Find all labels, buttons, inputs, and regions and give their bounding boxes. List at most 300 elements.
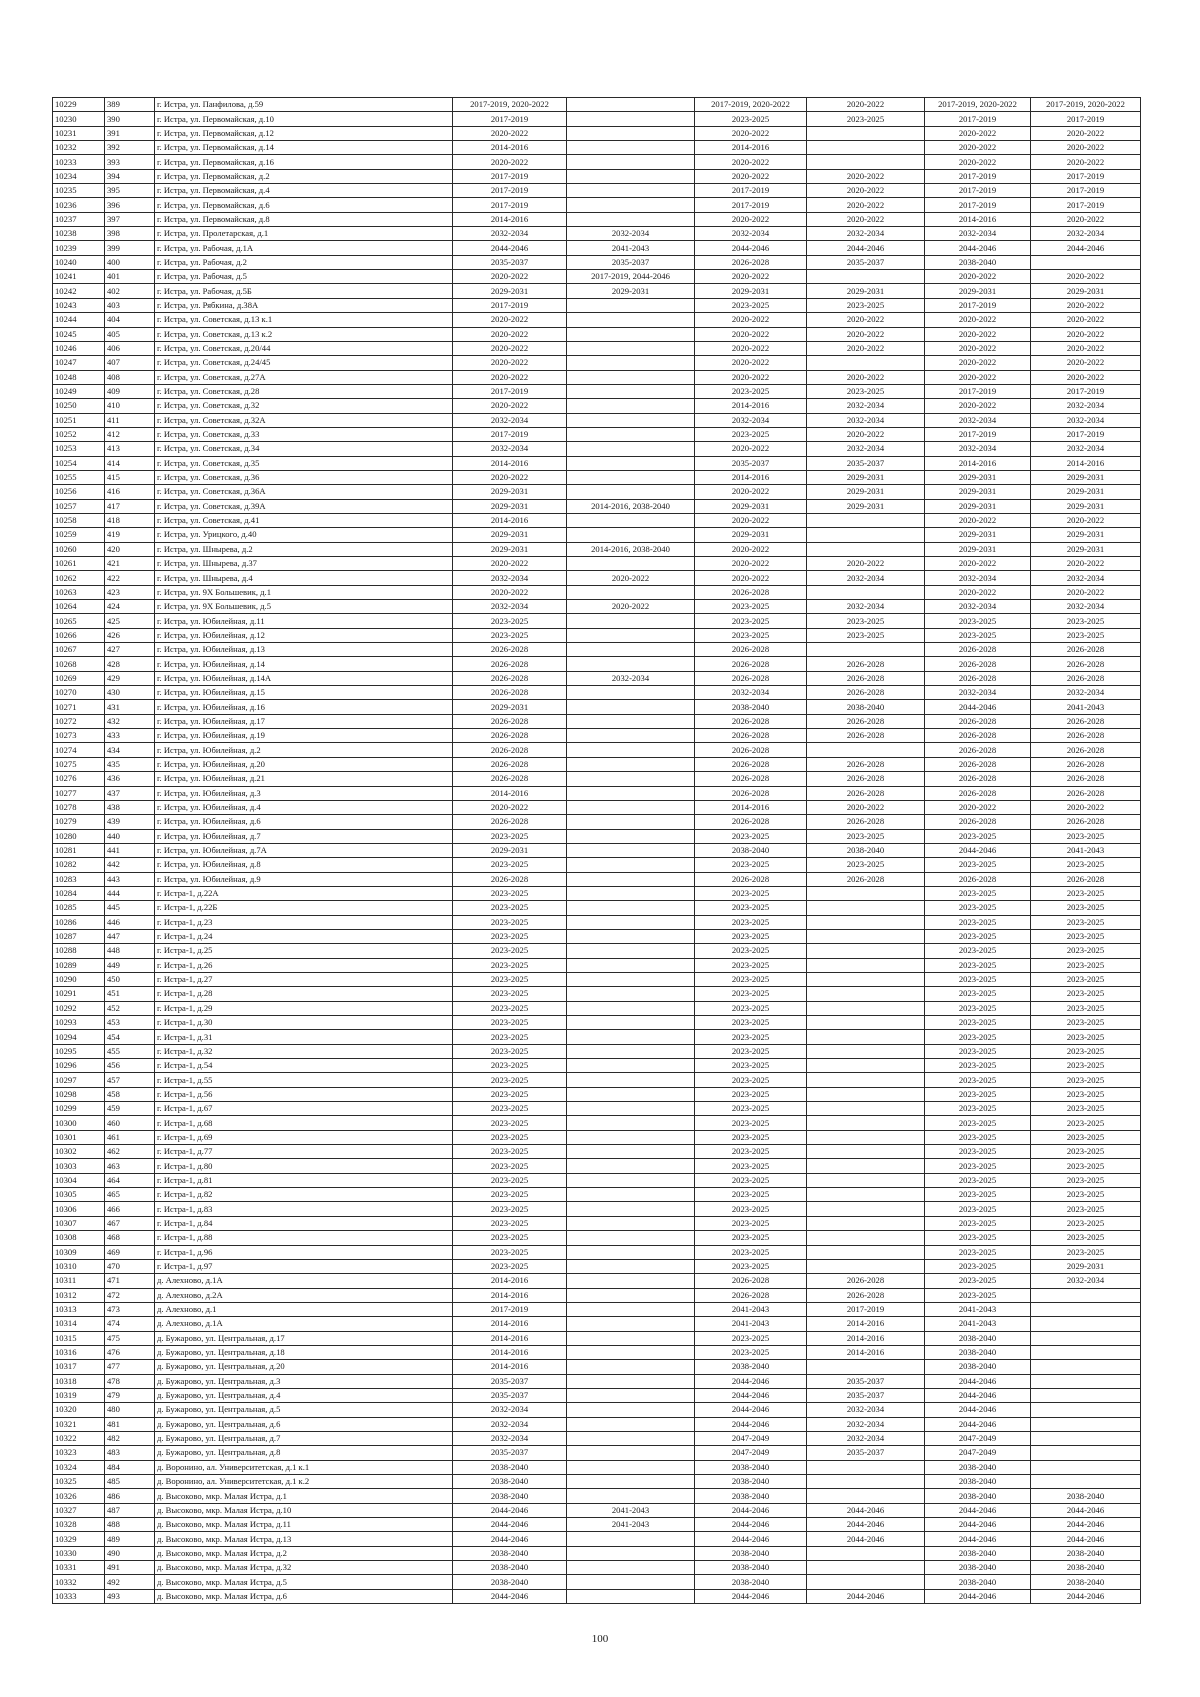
address-cell: г. Истра, ул. Первомайская, д.6 [155,198,453,212]
period-cell-5: 2023-2025 [925,886,1031,900]
period-cell-6: 2017-2019, 2020-2022 [1031,98,1141,112]
period-cell-3: 2020-2022 [695,155,807,169]
period-cell-6: 2026-2028 [1031,729,1141,743]
item-number-cell: 489 [105,1532,155,1546]
period-cell-5: 2023-2025 [925,1259,1031,1273]
period-cell-5: 2026-2028 [925,757,1031,771]
period-cell-6: 2023-2025 [1031,1073,1141,1087]
period-cell-1: 2035-2037 [453,1446,567,1460]
period-cell-3: 2023-2025 [695,1116,807,1130]
period-cell-5: 2044-2046 [925,1503,1031,1517]
item-number-cell: 474 [105,1317,155,1331]
period-cell-6: 2041-2043 [1031,843,1141,857]
period-cell-5: 2029-2031 [925,499,1031,513]
table-row [53,456,1141,470]
period-cell-4 [807,886,925,900]
period-cell-6: 2029-2031 [1031,499,1141,513]
period-cell-1: 2038-2040 [453,1475,567,1489]
row-number-cell: 10283 [53,872,105,886]
row-number-cell: 10254 [53,456,105,470]
period-cell-3: 2026-2028 [695,1274,807,1288]
period-cell-1: 2044-2046 [453,241,567,255]
period-cell-2 [567,1403,695,1417]
table-row [53,1173,1141,1187]
table-row [53,929,1141,943]
period-cell-1: 2014-2016 [453,1274,567,1288]
period-cell-5: 2023-2025 [925,929,1031,943]
period-cell-4: 2035-2037 [807,456,925,470]
table-row [53,1001,1141,1015]
period-cell-1: 2017-2019 [453,427,567,441]
period-cell-4 [807,126,925,140]
period-cell-5: 2026-2028 [925,786,1031,800]
address-cell: г. Истра, ул. Советская, д.20/44 [155,341,453,355]
address-cell: г. Истра, ул. Советская, д.27А [155,370,453,384]
period-cell-4: 2029-2031 [807,485,925,499]
period-cell-1: 2017-2019 [453,198,567,212]
item-number-cell: 405 [105,327,155,341]
period-cell-3: 2038-2040 [695,843,807,857]
row-number-cell: 10290 [53,972,105,986]
period-cell-2 [567,1159,695,1173]
period-cell-6: 2023-2025 [1031,972,1141,986]
row-number-cell: 10326 [53,1489,105,1503]
table-row [53,198,1141,212]
period-cell-1: 2020-2022 [453,327,567,341]
period-cell-5: 2038-2040 [925,1360,1031,1374]
period-cell-3: 2023-2025 [695,958,807,972]
table-row [53,270,1141,284]
address-cell: г. Истра-1, д.25 [155,944,453,958]
table-row [53,542,1141,556]
period-cell-6: 2023-2025 [1031,987,1141,1001]
table-row [53,155,1141,169]
period-cell-3: 2044-2046 [695,1403,807,1417]
period-cell-3: 2023-2025 [695,1044,807,1058]
address-cell: г. Истра-1, д.23 [155,915,453,929]
address-cell: г. Истра, ул. Юбилейная, д.15 [155,686,453,700]
period-cell-3: 2020-2022 [695,327,807,341]
period-cell-3: 2023-2025 [695,1202,807,1216]
period-cell-3: 2026-2028 [695,786,807,800]
address-cell: д. Высоково, мкр. Малая Истра, д.5 [155,1575,453,1589]
address-cell: д. Воронино, ал. Университетская, д.1 к.1 [155,1460,453,1474]
period-cell-1: 2023-2025 [453,886,567,900]
period-cell-5: 2023-2025 [925,1216,1031,1230]
period-cell-6: 2020-2022 [1031,585,1141,599]
period-cell-3: 2026-2028 [695,872,807,886]
period-cell-3: 2020-2022 [695,169,807,183]
period-cell-1: 2044-2046 [453,1589,567,1603]
address-cell: г. Истра, ул. Рябкина, д.38А [155,298,453,312]
item-number-cell: 470 [105,1259,155,1273]
period-cell-3: 2041-2043 [695,1302,807,1316]
period-cell-5: 2023-2025 [925,1001,1031,1015]
period-cell-6: 2038-2040 [1031,1546,1141,1560]
period-cell-1: 2014-2016 [453,1317,567,1331]
item-number-cell: 407 [105,356,155,370]
period-cell-4 [807,1475,925,1489]
row-number-cell: 10286 [53,915,105,929]
period-cell-5: 2032-2034 [925,571,1031,585]
address-cell: г. Истра, ул. Юбилейная, д.21 [155,772,453,786]
period-cell-4: 2020-2022 [807,557,925,571]
address-cell: г. Истра, ул. Юбилейная, д.2 [155,743,453,757]
period-cell-4: 2032-2034 [807,227,925,241]
period-cell-1: 2014-2016 [453,786,567,800]
period-cell-6: 2020-2022 [1031,212,1141,226]
row-number-cell: 10280 [53,829,105,843]
table-row [53,1503,1141,1517]
period-cell-5: 2023-2025 [925,1288,1031,1302]
item-number-cell: 402 [105,284,155,298]
period-cell-5: 2020-2022 [925,341,1031,355]
period-cell-6 [1031,1403,1141,1417]
table-row [53,169,1141,183]
table-row [53,686,1141,700]
period-cell-1: 2023-2025 [453,1087,567,1101]
item-number-cell: 422 [105,571,155,585]
period-cell-2 [567,470,695,484]
period-cell-3: 2020-2022 [695,485,807,499]
item-number-cell: 404 [105,313,155,327]
period-cell-4 [807,155,925,169]
table-row [53,1431,1141,1445]
period-cell-5: 2023-2025 [925,1145,1031,1159]
table-row [53,614,1141,628]
period-cell-1: 2032-2034 [453,600,567,614]
table-row [53,872,1141,886]
row-number-cell: 10252 [53,427,105,441]
table-row [53,958,1141,972]
table-row [53,886,1141,900]
address-cell: г. Истра-1, д.27 [155,972,453,986]
period-cell-5: 2023-2025 [925,1188,1031,1202]
table-row [53,743,1141,757]
item-number-cell: 477 [105,1360,155,1374]
period-cell-5: 2020-2022 [925,800,1031,814]
period-cell-3: 2023-2025 [695,1188,807,1202]
item-number-cell: 415 [105,470,155,484]
period-cell-2 [567,987,695,1001]
period-cell-2 [567,1274,695,1288]
table-row [53,628,1141,642]
period-cell-1: 2023-2025 [453,1145,567,1159]
period-cell-1: 2026-2028 [453,743,567,757]
period-cell-1: 2023-2025 [453,1001,567,1015]
address-cell: г. Истра-1, д.56 [155,1087,453,1101]
item-number-cell: 401 [105,270,155,284]
period-cell-6: 2044-2046 [1031,241,1141,255]
period-cell-3: 2023-2025 [695,1016,807,1030]
row-number-cell: 10257 [53,499,105,513]
address-cell: г. Истра, ул. Советская, д.33 [155,427,453,441]
row-number-cell: 10268 [53,657,105,671]
table-row [53,1331,1141,1345]
period-cell-2 [567,1546,695,1560]
period-cell-1: 2023-2025 [453,958,567,972]
period-cell-3: 2023-2025 [695,298,807,312]
period-cell-2 [567,1245,695,1259]
period-cell-5: 2023-2025 [925,944,1031,958]
period-cell-1: 2023-2025 [453,1130,567,1144]
period-cell-3: 2038-2040 [695,1575,807,1589]
row-number-cell: 10293 [53,1016,105,1030]
period-cell-4: 2014-2016 [807,1345,925,1359]
table-row [53,901,1141,915]
item-number-cell: 412 [105,427,155,441]
period-cell-5: 2038-2040 [925,1489,1031,1503]
address-cell: г. Истра, ул. Советская, д.35 [155,456,453,470]
table-row [53,1302,1141,1316]
row-number-cell: 10300 [53,1116,105,1130]
period-cell-3: 2023-2025 [695,614,807,628]
period-cell-3: 2026-2028 [695,772,807,786]
row-number-cell: 10303 [53,1159,105,1173]
item-number-cell: 446 [105,915,155,929]
address-cell: г. Истра-1, д.68 [155,1116,453,1130]
period-cell-2: 2029-2031 [567,284,695,298]
row-number-cell: 10273 [53,729,105,743]
period-cell-3: 2020-2022 [695,313,807,327]
address-cell: г. Истра-1, д.84 [155,1216,453,1230]
period-cell-5: 2038-2040 [925,1546,1031,1560]
address-cell: г. Истра, ул. Юбилейная, д.8 [155,858,453,872]
row-number-cell: 10245 [53,327,105,341]
period-cell-4: 2023-2025 [807,384,925,398]
period-cell-6: 2044-2046 [1031,1589,1141,1603]
period-cell-6 [1031,1360,1141,1374]
period-cell-4 [807,987,925,1001]
period-cell-5: 2032-2034 [925,686,1031,700]
item-number-cell: 465 [105,1188,155,1202]
period-cell-4 [807,1087,925,1101]
period-cell-1: 2017-2019 [453,184,567,198]
period-cell-3: 2017-2019 [695,198,807,212]
period-cell-3: 2023-2025 [695,987,807,1001]
period-cell-5: 2029-2031 [925,542,1031,556]
period-cell-4: 2017-2019 [807,1302,925,1316]
item-number-cell: 458 [105,1087,155,1101]
period-cell-5: 2038-2040 [925,1561,1031,1575]
period-cell-6 [1031,1417,1141,1431]
period-cell-6: 2023-2025 [1031,1188,1141,1202]
row-number-cell: 10251 [53,413,105,427]
period-cell-4: 2032-2034 [807,571,925,585]
period-cell-1: 2020-2022 [453,399,567,413]
row-number-cell: 10305 [53,1188,105,1202]
item-number-cell: 410 [105,399,155,413]
period-cell-5: 2020-2022 [925,557,1031,571]
period-cell-4: 2032-2034 [807,600,925,614]
period-cell-1: 2014-2016 [453,212,567,226]
table-row [53,1245,1141,1259]
row-number-cell: 10263 [53,585,105,599]
period-cell-4 [807,528,925,542]
period-cell-3: 2026-2028 [695,714,807,728]
period-cell-1: 2020-2022 [453,585,567,599]
table-row [53,184,1141,198]
period-cell-3: 2014-2016 [695,399,807,413]
item-number-cell: 476 [105,1345,155,1359]
period-cell-6: 2026-2028 [1031,757,1141,771]
period-cell-3: 2023-2025 [695,1331,807,1345]
item-number-cell: 399 [105,241,155,255]
period-cell-4: 2035-2037 [807,1388,925,1402]
period-cell-3: 2032-2034 [695,227,807,241]
period-cell-2 [567,872,695,886]
period-cell-4: 2044-2046 [807,1532,925,1546]
period-cell-4 [807,915,925,929]
item-number-cell: 466 [105,1202,155,1216]
period-cell-6: 2026-2028 [1031,657,1141,671]
period-cell-1: 2026-2028 [453,757,567,771]
period-cell-4 [807,901,925,915]
item-number-cell: 460 [105,1116,155,1130]
period-cell-5: 2014-2016 [925,456,1031,470]
period-cell-2 [567,1532,695,1546]
period-cell-6 [1031,255,1141,269]
item-number-cell: 464 [105,1173,155,1187]
row-number-cell: 10316 [53,1345,105,1359]
period-cell-2 [567,513,695,527]
period-cell-4: 2038-2040 [807,700,925,714]
period-cell-3: 2023-2025 [695,600,807,614]
address-cell: г. Истра-1, д.22А [155,886,453,900]
period-cell-3: 2023-2025 [695,1173,807,1187]
period-cell-4 [807,1245,925,1259]
period-cell-6: 2023-2025 [1031,1231,1141,1245]
table-row [53,1417,1141,1431]
period-cell-1: 2023-2025 [453,1073,567,1087]
period-cell-3: 2023-2025 [695,929,807,943]
period-cell-3: 2047-2049 [695,1431,807,1445]
period-cell-4 [807,270,925,284]
period-cell-1: 2029-2031 [453,485,567,499]
table-row [53,1274,1141,1288]
period-cell-2: 2014-2016, 2038-2040 [567,542,695,556]
period-cell-3: 2020-2022 [695,557,807,571]
period-cell-1: 2026-2028 [453,772,567,786]
table-row [53,1116,1141,1130]
address-cell: д. Высоково, мкр. Малая Истра, д.11 [155,1518,453,1532]
period-cell-3: 2020-2022 [695,370,807,384]
period-cell-6: 2026-2028 [1031,786,1141,800]
address-cell: г. Истра, ул. Первомайская, д.14 [155,141,453,155]
period-cell-2 [567,1073,695,1087]
period-cell-2: 2041-2043 [567,1518,695,1532]
item-number-cell: 417 [105,499,155,513]
address-cell: г. Истра, ул. Рабочая, д.1А [155,241,453,255]
period-cell-5: 2044-2046 [925,1374,1031,1388]
period-cell-3: 2020-2022 [695,270,807,284]
table-row [53,1489,1141,1503]
period-cell-3: 2023-2025 [695,1102,807,1116]
row-number-cell: 10235 [53,184,105,198]
period-cell-5: 2023-2025 [925,1030,1031,1044]
period-cell-6: 2023-2025 [1031,1145,1141,1159]
row-number-cell: 10289 [53,958,105,972]
period-cell-4: 2044-2046 [807,1589,925,1603]
address-cell: г. Истра, ул. Юбилейная, д.3 [155,786,453,800]
address-cell: г. Истра, ул. Советская, д.32 [155,399,453,413]
address-cell: г. Истра-1, д.26 [155,958,453,972]
table-row [53,1317,1141,1331]
row-number-cell: 10256 [53,485,105,499]
period-cell-1: 2032-2034 [453,1431,567,1445]
period-cell-6: 2023-2025 [1031,929,1141,943]
period-cell-2 [567,1331,695,1345]
item-number-cell: 420 [105,542,155,556]
period-cell-3: 2023-2025 [695,886,807,900]
period-cell-4: 2044-2046 [807,241,925,255]
row-number-cell: 10247 [53,356,105,370]
period-cell-4: 2023-2025 [807,614,925,628]
period-cell-6 [1031,1302,1141,1316]
period-cell-1: 2023-2025 [453,1259,567,1273]
period-cell-5: 2017-2019 [925,298,1031,312]
period-cell-2 [567,155,695,169]
period-cell-4: 2035-2037 [807,255,925,269]
table-row [53,1016,1141,1030]
period-cell-3: 2041-2043 [695,1317,807,1331]
period-cell-6: 2020-2022 [1031,513,1141,527]
period-cell-5: 2020-2022 [925,141,1031,155]
address-cell: д. Бужарово, ул. Центральная, д.17 [155,1331,453,1345]
address-cell: д. Бужарово, ул. Центральная, д.5 [155,1403,453,1417]
period-cell-3: 2020-2022 [695,341,807,355]
item-number-cell: 492 [105,1575,155,1589]
table-row [53,356,1141,370]
table-row [53,987,1141,1001]
period-cell-5: 2026-2028 [925,743,1031,757]
period-cell-4 [807,1001,925,1015]
period-cell-6: 2020-2022 [1031,313,1141,327]
period-cell-5: 2044-2046 [925,700,1031,714]
table-row [53,1087,1141,1101]
address-cell: г. Истра, ул. Первомайская, д.8 [155,212,453,226]
item-number-cell: 468 [105,1231,155,1245]
period-cell-4: 2032-2034 [807,413,925,427]
period-cell-2 [567,112,695,126]
table-row [53,1360,1141,1374]
period-cell-2 [567,944,695,958]
item-number-cell: 433 [105,729,155,743]
item-number-cell: 393 [105,155,155,169]
address-cell: г. Истра-1, д.54 [155,1059,453,1073]
address-cell: г. Истра, ул. Первомайская, д.2 [155,169,453,183]
period-cell-2 [567,327,695,341]
period-cell-6: 2020-2022 [1031,298,1141,312]
row-number-cell: 10301 [53,1130,105,1144]
period-cell-2 [567,1145,695,1159]
row-number-cell: 10324 [53,1460,105,1474]
period-cell-1: 2026-2028 [453,872,567,886]
period-cell-3: 2023-2025 [695,944,807,958]
item-number-cell: 428 [105,657,155,671]
period-cell-2 [567,1460,695,1474]
item-number-cell: 441 [105,843,155,857]
item-number-cell: 484 [105,1460,155,1474]
period-cell-5: 2029-2031 [925,470,1031,484]
period-cell-3: 2020-2022 [695,356,807,370]
table-row [53,1216,1141,1230]
period-cell-3: 2044-2046 [695,1589,807,1603]
item-number-cell: 485 [105,1475,155,1489]
period-cell-4 [807,356,925,370]
row-number-cell: 10253 [53,442,105,456]
row-number-cell: 10237 [53,212,105,226]
